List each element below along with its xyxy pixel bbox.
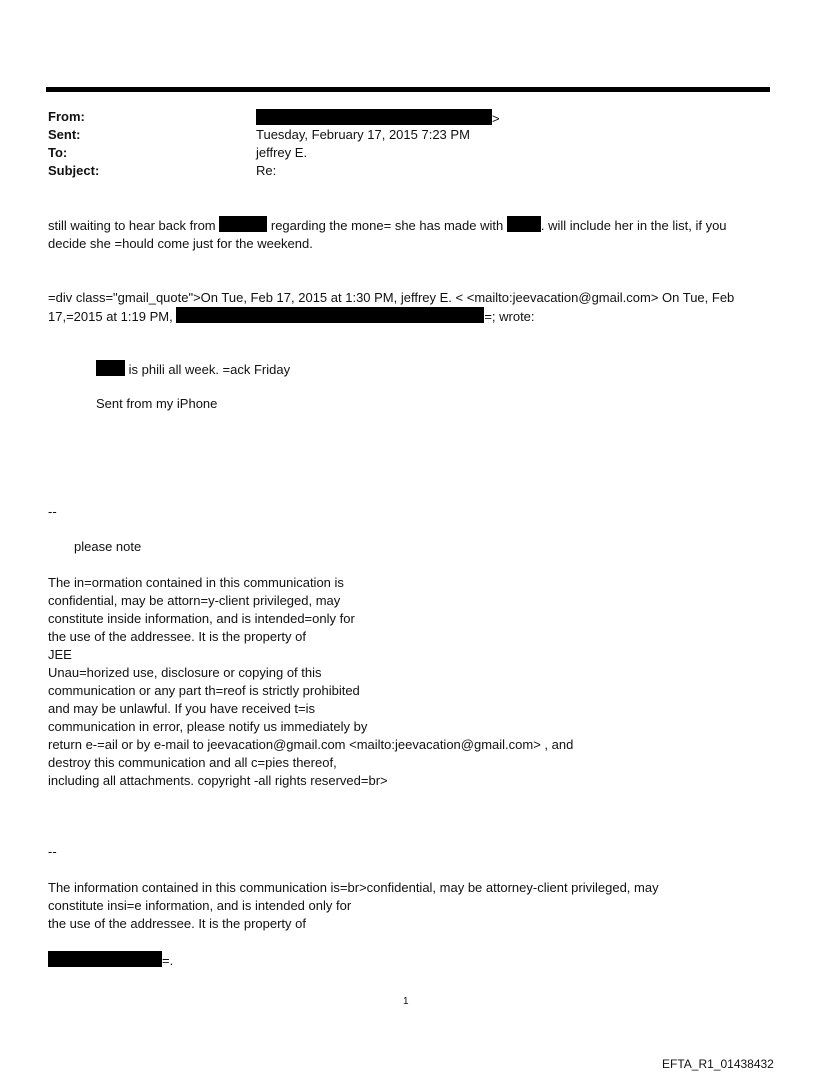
disclaimer-end-line: [48, 933, 173, 970]
from-label: From:: [48, 109, 85, 124]
message-text: regarding the mone= she has made with: [270, 218, 504, 233]
redaction-box: [219, 216, 267, 232]
redaction-box: [96, 360, 125, 376]
from-suffix: >: [492, 111, 500, 126]
message-paragraph: [48, 216, 768, 253]
sent-label: Sent:: [48, 127, 81, 142]
redaction-box: [256, 109, 492, 125]
quote-text: =; wrote:: [484, 309, 535, 324]
from-value: [256, 109, 500, 126]
quote-header: [48, 289, 768, 326]
quote-line-1: =div class="gmail_quote">On Tue, Feb 17, 2015 at 1:30 PM, jeffrey E. < <mailto:jeevacation@gmail.com> On Tue, Feb: [48, 290, 735, 305]
to-label: To:: [48, 145, 68, 160]
subject-value: Re:: [256, 163, 277, 178]
message-text: . will include her in the list, if you: [540, 218, 727, 233]
message-text: still waiting to hear back from: [48, 218, 216, 233]
disclaimer-end-text: =.: [162, 953, 174, 968]
header-rule: [46, 87, 770, 92]
sent-from-signature: Sent from my iPhone: [96, 396, 218, 411]
quote-text: 17,=2015 at 1:19 PM,: [48, 309, 173, 324]
to-value: jeffrey E.: [256, 145, 308, 160]
redaction-box: [48, 951, 162, 967]
sent-value: Tuesday, February 17, 2015 7:23 PM: [256, 127, 470, 142]
disclaimer-block-1: The in=ormation contained in this communication is confidential, may be attorn=y-client privileged, may constitute inside information, and is intended=only for the use of the addressee. It is the property of JEE Unau=horized use, disclosure or copying of this communication or any part th=reof is strictly prohibited and may be unlawful. If you have received t=is communication in error, please notify us immediately by return e-=ail or by e-mail to jeevacation@gmail.com <mailto:jeevacation@gmail.com> , and destroy this communication and all c=pies thereof, including all attachments. copyright -all rights reserved=br>: [48, 575, 574, 788]
message-line-2: decide she =hould come just for the weekend.: [48, 236, 313, 251]
separator: --: [48, 844, 57, 859]
page-number: 1: [403, 996, 409, 1007]
message-line-1: [48, 216, 768, 235]
please-note: please note: [74, 539, 142, 554]
inner-message-text: is phili all week. =ack Friday: [128, 362, 291, 377]
redaction-box: [176, 307, 484, 323]
document-id: EFTA_R1_01438432: [662, 1057, 774, 1071]
quote-line-2: [48, 307, 768, 326]
subject-label: Subject:: [48, 163, 100, 178]
inner-message-line: [96, 360, 290, 377]
disclaimer-block-2: The information contained in this communication is=br>confidential, may be attorney-client privileged, may constitute insi=e information, and is intended only for the use of the addressee. It is the property of: [48, 880, 659, 931]
redaction-box: [507, 216, 541, 232]
separator: --: [48, 504, 57, 519]
